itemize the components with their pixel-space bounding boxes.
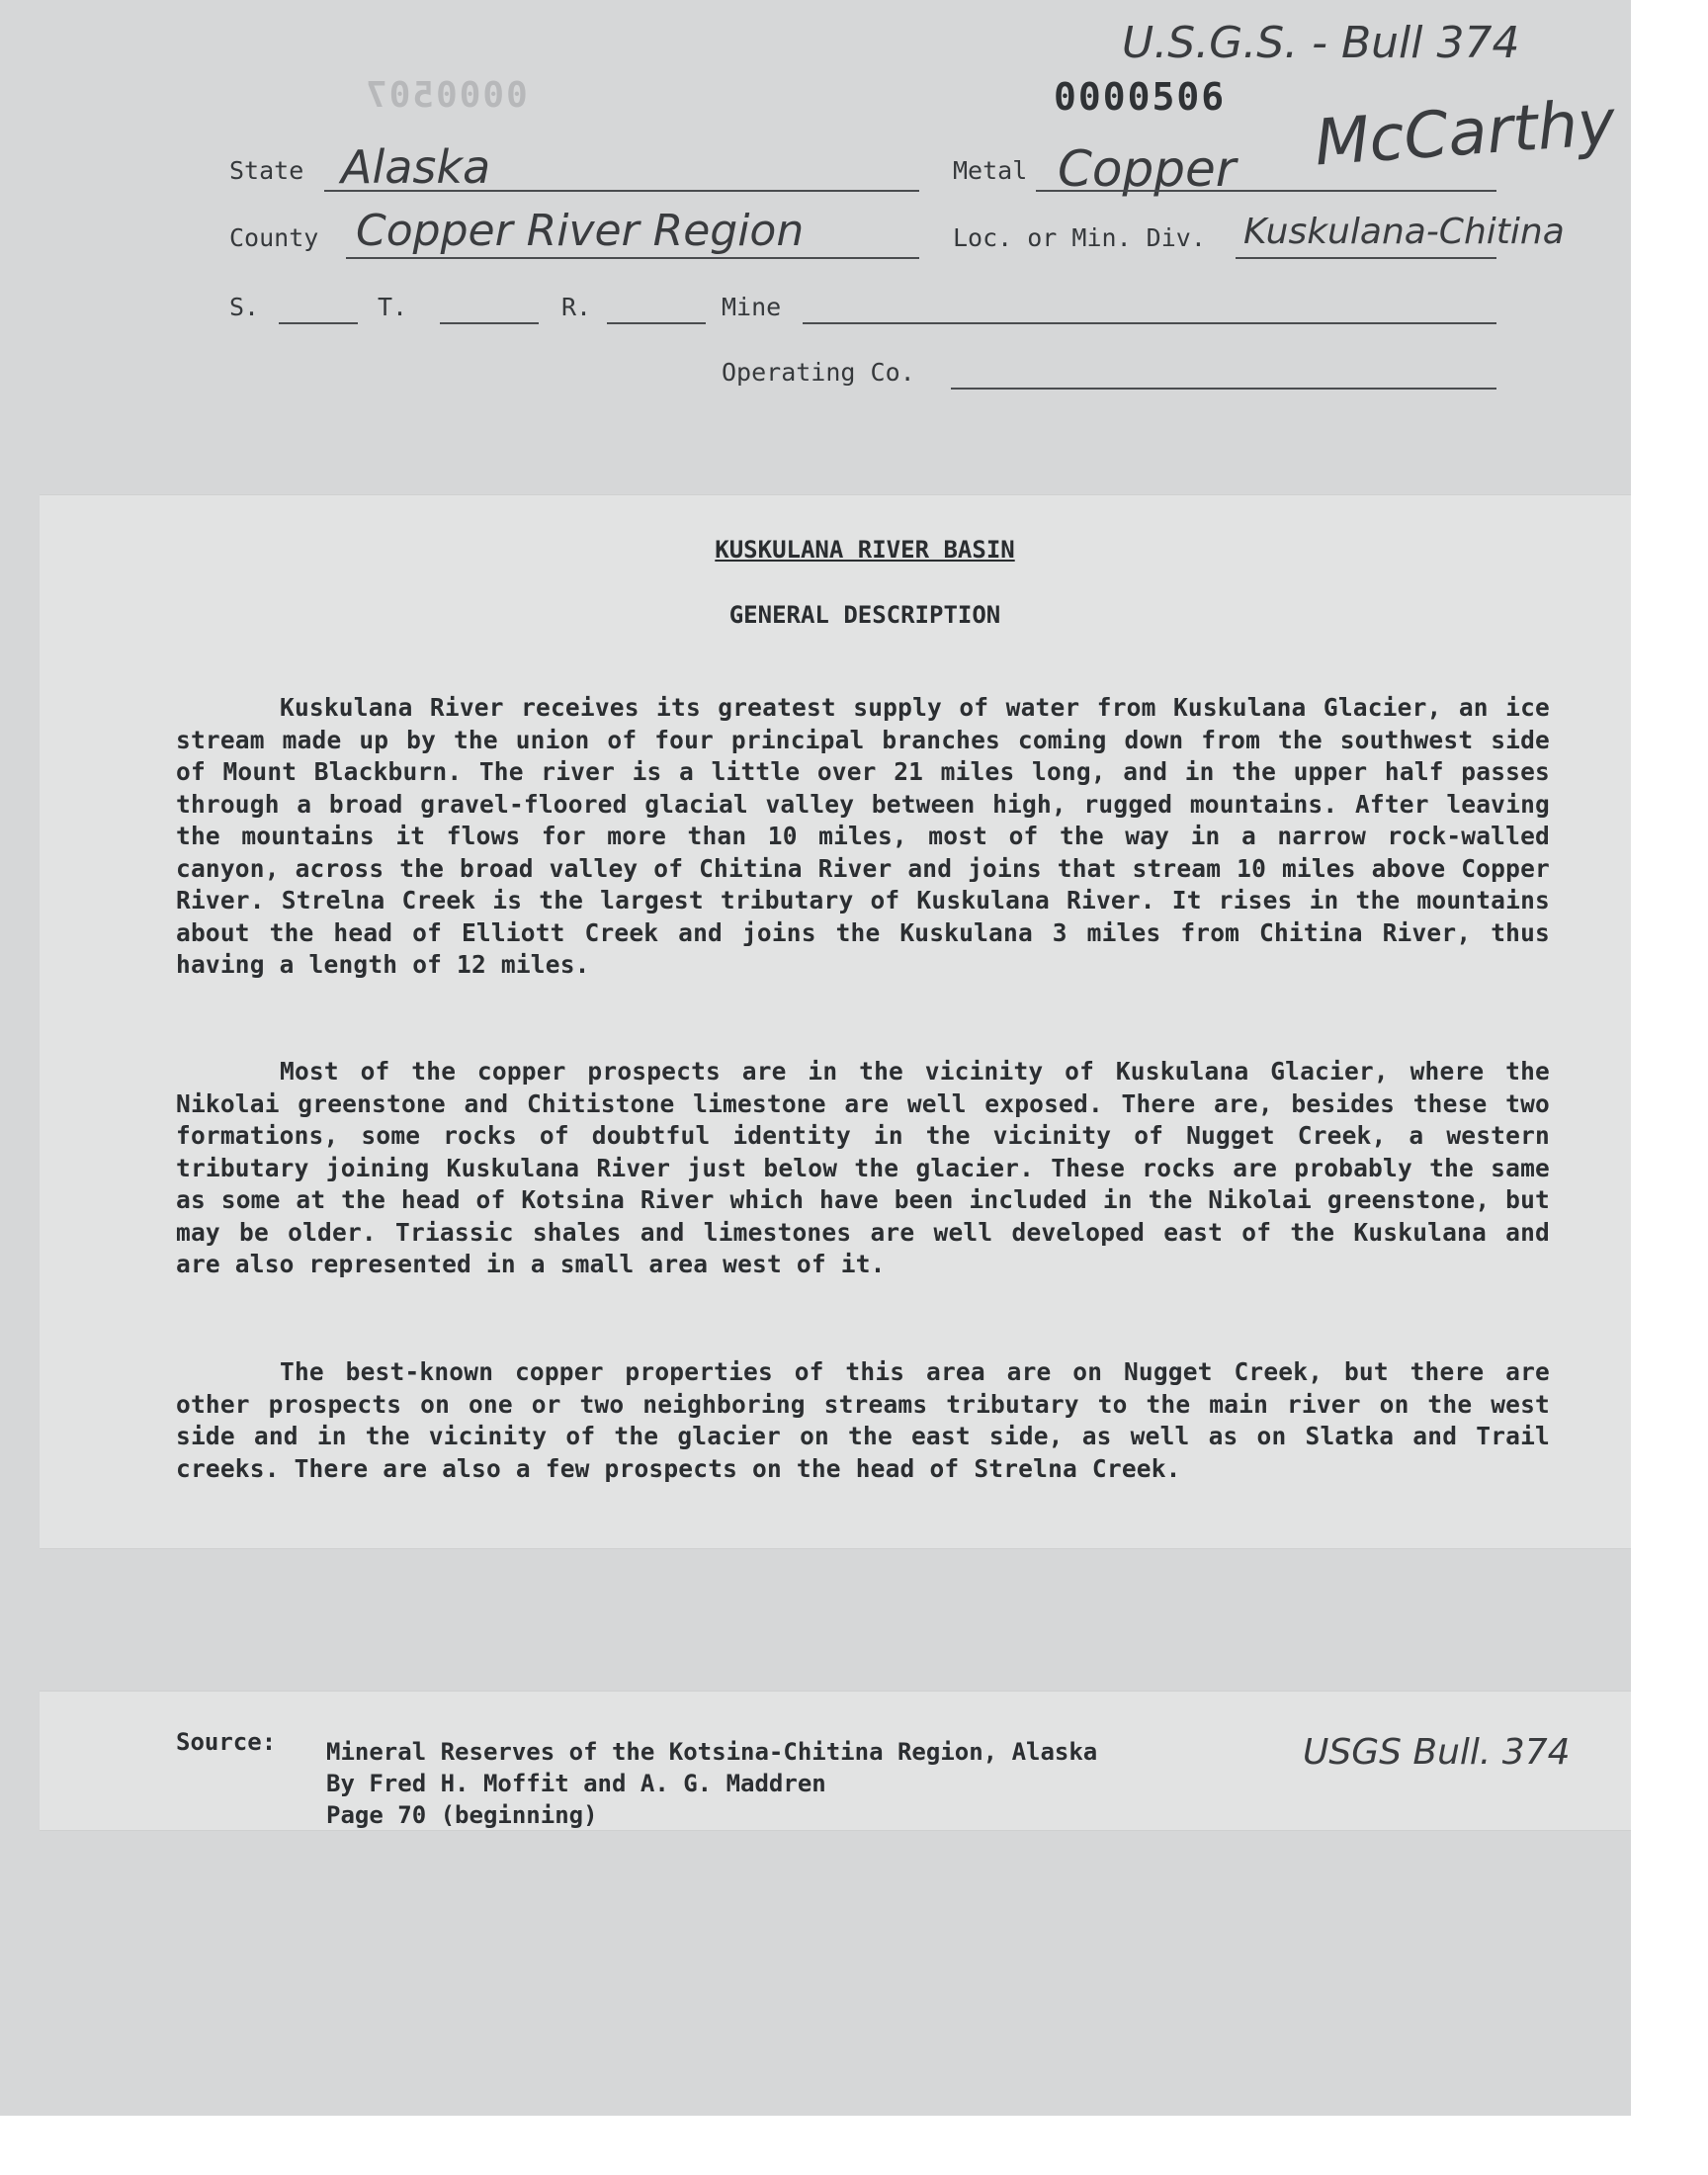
metal-value: Copper: [1058, 140, 1237, 198]
paragraph-2: Most of the copper prospects are in the vicinity of Kuskulana Glacier, where the Nikolai greenstone and Chitistone limestone are well exposed. There are, besides these two formations, some rocks of doubtful identity in the vicinity of Nugget Creek, a western tributary joining Kuskulana River just below the glacier. These rocks are probably the same as some at the head of Kotsina River which have been included in the Nikolai greenstone, but may be older. Triassic shales and limestones are well developed east of the Kuskulana and are also represented in a small area west of it.: [176, 1057, 1550, 1278]
county-line: [346, 257, 919, 259]
county-label: County: [229, 223, 319, 252]
source-page: Page 70 (beginning): [326, 1801, 598, 1829]
ghost-document-number: 0000507: [364, 75, 528, 116]
loc-value: Kuskulana-Chitina: [1243, 212, 1565, 252]
top-note: U.S.G.S. - Bull 374: [1122, 18, 1520, 68]
paragraph-3: The best-known copper properties of this area are on Nugget Creek, but there are other prospects on one or two neighboring streams tributary to the main river on the west side and in the vicinity of the glacier on the east side, as well as on Slatka and Trail creeks. There are also a few prospects on the head of Strelna Creek.: [176, 1357, 1550, 1483]
operating-co-line: [951, 388, 1496, 390]
section-subtitle: GENERAL DESCRIPTION: [728, 601, 1001, 629]
mine-label: Mine: [722, 293, 782, 321]
paragraph-1: Kuskulana River receives its greatest supply of water from Kuskulana Glacier, an ice stream made up by the union of four principal branches coming down from the southwest side of Mount Blackburn. The river is a little over 21 miles long, and in the upper half passes through a broad gravel-floored glacial valley between high, rugged mountains. After leaving the mountains it flows for more than 10 miles, most of the way in a narrow rock-walled canyon, across the broad valley of Chitina River and joins that stream 10 miles above Copper River. Strelna Creek is the largest tributary of Kuskulana River. It rises in the mountains about the head of Elliott Creek and joins the Kuskulana 3 miles from Chitina River, thus having a length of 12 miles.: [176, 693, 1550, 979]
county-value: Copper River Region: [356, 206, 805, 256]
state-label: State: [229, 156, 304, 185]
source-title: Mineral Reserves of the Kotsina-Chitina Region, Alaska: [326, 1738, 1098, 1766]
metal-label: Metal: [953, 156, 1028, 185]
district-note: McCarthy: [1312, 86, 1618, 181]
metal-line: [1036, 190, 1496, 192]
mine-line: [803, 322, 1496, 324]
operating-co-label: Operating Co.: [722, 358, 915, 387]
loc-label: Loc. or Min. Div.: [953, 223, 1206, 252]
township-line: [440, 322, 539, 324]
section-title: KUSKULANA RIVER BASIN: [715, 536, 1015, 564]
state-value: Alaska: [341, 140, 491, 194]
state-line: [324, 190, 919, 192]
section-label: S.: [229, 293, 260, 321]
document-number: 0000506: [1054, 75, 1227, 119]
section-line: [279, 322, 358, 324]
source-label: Source:: [176, 1728, 277, 1756]
source-note: USGS Bull. 374: [1303, 1732, 1571, 1773]
range-label: R.: [561, 293, 592, 321]
loc-line: [1236, 257, 1496, 259]
range-line: [607, 322, 706, 324]
township-label: T.: [378, 293, 408, 321]
source-authors: By Fred H. Moffit and A. G. Maddren: [326, 1770, 826, 1797]
